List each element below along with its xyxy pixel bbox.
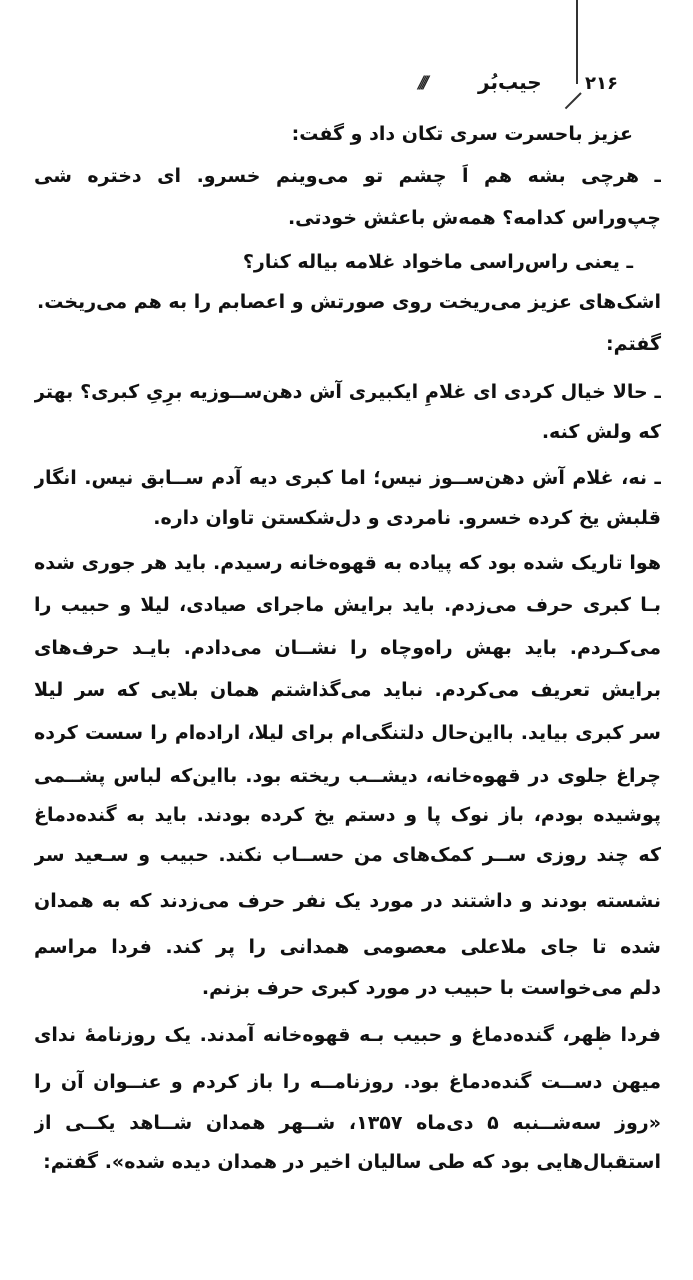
text-line: می‌کـردم. باید بهش راه‌وچاه را نشــان می‌دادم. بایـد حرف‌های <box>34 637 661 659</box>
text-line: اشک‌های عزیز می‌ریخت روی صورتش و اعصابم را به هم می‌ریخت. <box>37 291 661 313</box>
text-line: هوا تاریک شده بود که پیاده به قهوه‌خانه رسیدم. باید هر جوری شده <box>34 552 661 574</box>
text-line: گفتم: <box>606 333 661 355</box>
header-vertical-rule <box>576 0 578 84</box>
text-line: ـ حالا خیال کردی ای غلامِ ایکبیری آش دهن‌ســوزیه برِیِ کبری؟ بهتر <box>34 381 661 403</box>
text-line: فردا ظهر، گنده‌دماغ و حبیب بـه قهوه‌خانه آمدند. یک روزنامهٔ ندای <box>34 1024 661 1046</box>
page-number: ۲۱۶ <box>585 73 618 94</box>
text-line: ـ یعنی راس‌راسی ماخواد غلامه بیاله کنار؟ <box>242 251 633 273</box>
text-line: قلبش یخ کرده خسرو. نامردی و دل‌شکستن تاوان داره. <box>153 507 661 529</box>
text-line: که چند روزی ســر کمک‌های من حســاب نکند. حبیب و سـعید سر <box>34 844 661 866</box>
header-slash-mark <box>565 92 582 109</box>
text-line: استقبال‌هایی بود که طی سالیان اخیر در همدان دیده شده». گفتم: <box>43 1151 661 1173</box>
text-line: که ولش کنه. <box>541 421 661 443</box>
text-line: چراغ جلوی در قهوه‌خانه، دیشــب ریخته بود. بااین‌که لباس پشــمی <box>34 765 661 787</box>
text-line: بـا کبری حرف می‌زدم. باید برایش ماجرای صیادی، لیلا و حبیب را <box>34 594 661 616</box>
text-line: دلم می‌خواست با حبیب در مورد کبری حرف بزنم. <box>201 977 661 999</box>
text-line: ـ نه، غلام آش دهن‌ســوز نیس؛ اما کبری دیه آدم ســابق نیس. انگار <box>34 467 661 489</box>
text-line: «روز سه‌شــنبه ۵ دی‌ماه ۱۳۵۷، شــهر همدان شــاهد یکــی از <box>34 1112 661 1134</box>
print-speck <box>599 1047 602 1050</box>
text-line: نشسته بودند و داشتند در مورد یک نفر حرف می‌زدند که به همدان <box>34 890 661 912</box>
text-line: پوشیده بودم، باز نوک پا و دستم یخ کرده بودند. باید به گنده‌دماغ <box>34 804 661 826</box>
text-line: شده تا جای ملاعلی معصومی همدانی را پر کند. فردا مراسم <box>34 936 661 958</box>
header-ornament: //// <box>418 73 425 93</box>
text-line: میهن دســت گنده‌دماغ بود. روزنامــه را باز کردم و عنــوان آن را <box>34 1071 661 1093</box>
running-title: جیب‌بُر <box>478 70 542 94</box>
text-line: سر کبری بیاید. بااین‌حال دلتنگی‌ام برای لیلا، اراده‌ام را سست کرده <box>34 722 661 744</box>
text-line: برایش تعریف می‌کردم. نباید می‌گذاشتم همان بلایی که سر لیلا <box>34 679 661 701</box>
text-line: ـ هرچی بشه هم اَ چشم تو می‌وینم خسرو. ای دختره شی <box>34 165 661 187</box>
text-line: چپ‌وراس کدامه؟ همه‌ش باعثش خودتی. <box>287 207 661 229</box>
text-line: عزیز باحسرت سری تکان داد و گفت: <box>291 123 633 145</box>
